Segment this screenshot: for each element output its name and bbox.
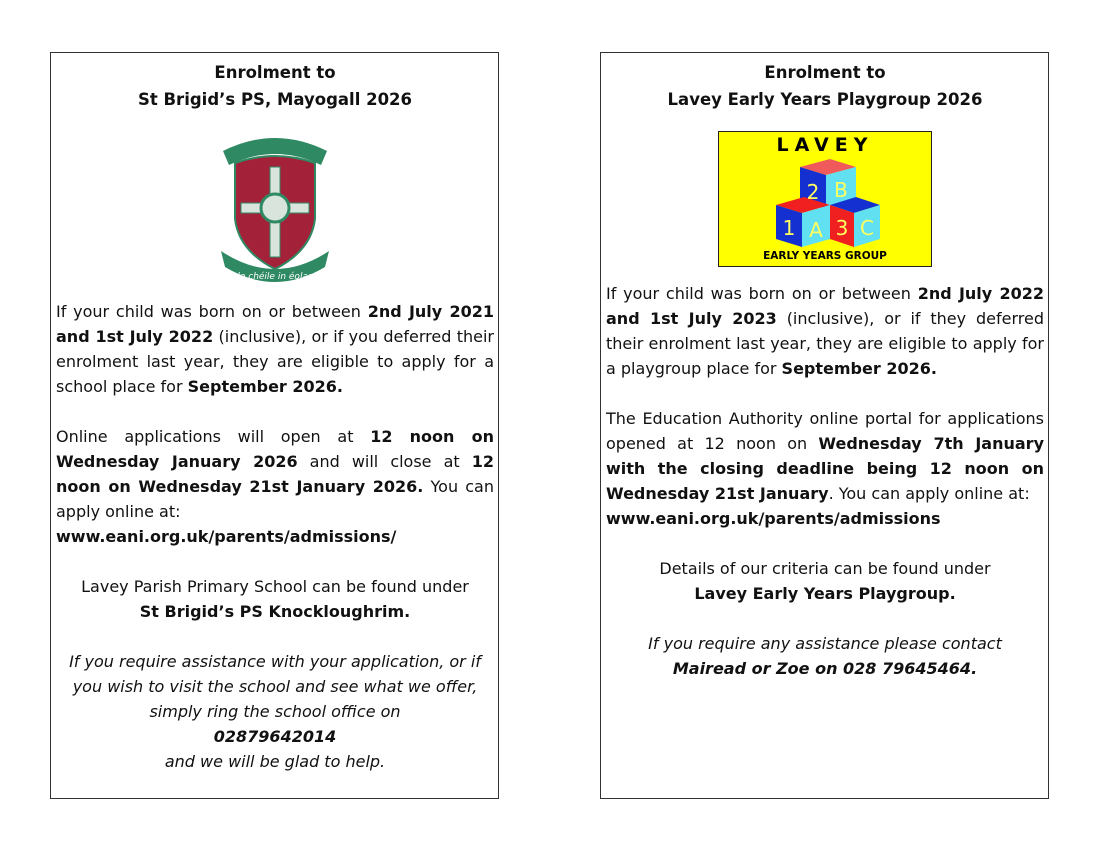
text-segment: Mairead or Zoe on 028 79645464. bbox=[672, 659, 978, 678]
text-segment: 02879642014 bbox=[213, 727, 337, 746]
paragraph bbox=[606, 556, 1044, 606]
admissions-url-link[interactable]: www.eani.org.uk/parents/admissions bbox=[606, 509, 941, 528]
svg-text:EARLY YEARS GROUP: EARLY YEARS GROUP bbox=[763, 250, 887, 262]
text-segment: (inclusive), or if they deferred their enrolment last year, they are eligible to apply for a playgroup place for bbox=[606, 309, 1044, 378]
text-segment: Wednesday 7th January with the closing deadline being 12 noon on Wednesday 21st January bbox=[606, 434, 1045, 503]
text-segment: Online applications will open at bbox=[56, 427, 371, 446]
text-segment: If your child was born on or between bbox=[606, 284, 918, 303]
svg-text:LAVEY: LAVEY bbox=[776, 134, 874, 156]
svg-text:3: 3 bbox=[835, 216, 849, 240]
paragraph bbox=[56, 299, 494, 399]
title-line: Lavey Early Years Playgroup 2026 bbox=[667, 90, 983, 109]
admissions-url-link[interactable]: www.eani.org.uk/parents/admissions/ bbox=[56, 527, 397, 546]
st-brigids-school-crest-logo bbox=[215, 129, 335, 289]
panel-title bbox=[606, 59, 1044, 113]
lavey-playgroup-enrolment-panel bbox=[600, 52, 1049, 799]
svg-text:2: 2 bbox=[806, 180, 820, 204]
text-segment: 12 noon on Wednesday 21st January 2026. bbox=[56, 452, 494, 496]
text-segment: and we will be glad to help. bbox=[164, 752, 386, 771]
paragraph bbox=[56, 424, 494, 549]
text-segment: Details of our criteria can be found under bbox=[659, 559, 991, 578]
paragraph bbox=[56, 649, 494, 774]
text-segment: If your child was born on or between bbox=[56, 302, 368, 321]
st-brigids-enrolment-panel bbox=[50, 52, 499, 799]
text-segment: 12 noon on Wednesday January 2026 bbox=[56, 427, 494, 471]
paragraph bbox=[56, 574, 494, 624]
text-segment: 2nd July 2021 and 1st July 2022 bbox=[56, 302, 495, 346]
text-segment: St Brigid’s PS Knockloughrim. bbox=[139, 602, 411, 621]
svg-text:C: C bbox=[860, 216, 874, 240]
svg-text:1: 1 bbox=[782, 216, 796, 240]
text-segment: 2nd July 2022 and 1st July 2023 bbox=[606, 284, 1045, 328]
text-segment: You can apply online at: bbox=[56, 477, 495, 521]
title-line: St Brigid’s PS, Mayogall 2026 bbox=[137, 90, 413, 109]
text-segment: Lavey Early Years Playgroup. bbox=[694, 584, 956, 603]
title-line: Enrolment to bbox=[214, 63, 336, 82]
text-segment: (inclusive), or if you deferred their enrolment last year, they are eligible to apply for a school place for bbox=[56, 327, 494, 396]
svg-text:le chéile in éolas: le chéile in éolas bbox=[237, 272, 313, 282]
title-line: Enrolment to bbox=[764, 63, 886, 82]
text-segment: The Education Authority online portal for applications opened at 12 noon on bbox=[606, 409, 1044, 453]
svg-text:B: B bbox=[834, 178, 848, 202]
panel-title bbox=[56, 59, 494, 113]
svg-text:A: A bbox=[809, 218, 823, 242]
paragraph bbox=[606, 281, 1044, 381]
text-segment: If you require assistance with your application, or if you wish to visit the school and see what we offer, simply ring the school office on bbox=[69, 652, 481, 721]
paragraph bbox=[606, 631, 1044, 681]
text-segment: September 2026. bbox=[781, 359, 937, 378]
text-segment: . You can apply online at: bbox=[828, 484, 1030, 503]
text-segment: September 2026. bbox=[187, 377, 343, 396]
paragraph bbox=[606, 406, 1044, 531]
text-segment: Lavey Parish Primary School can be found under bbox=[81, 577, 469, 596]
text-segment: If you require any assistance please contact bbox=[648, 634, 1002, 653]
lavey-early-years-logo bbox=[718, 131, 932, 267]
text-segment: and will close at bbox=[297, 452, 472, 471]
